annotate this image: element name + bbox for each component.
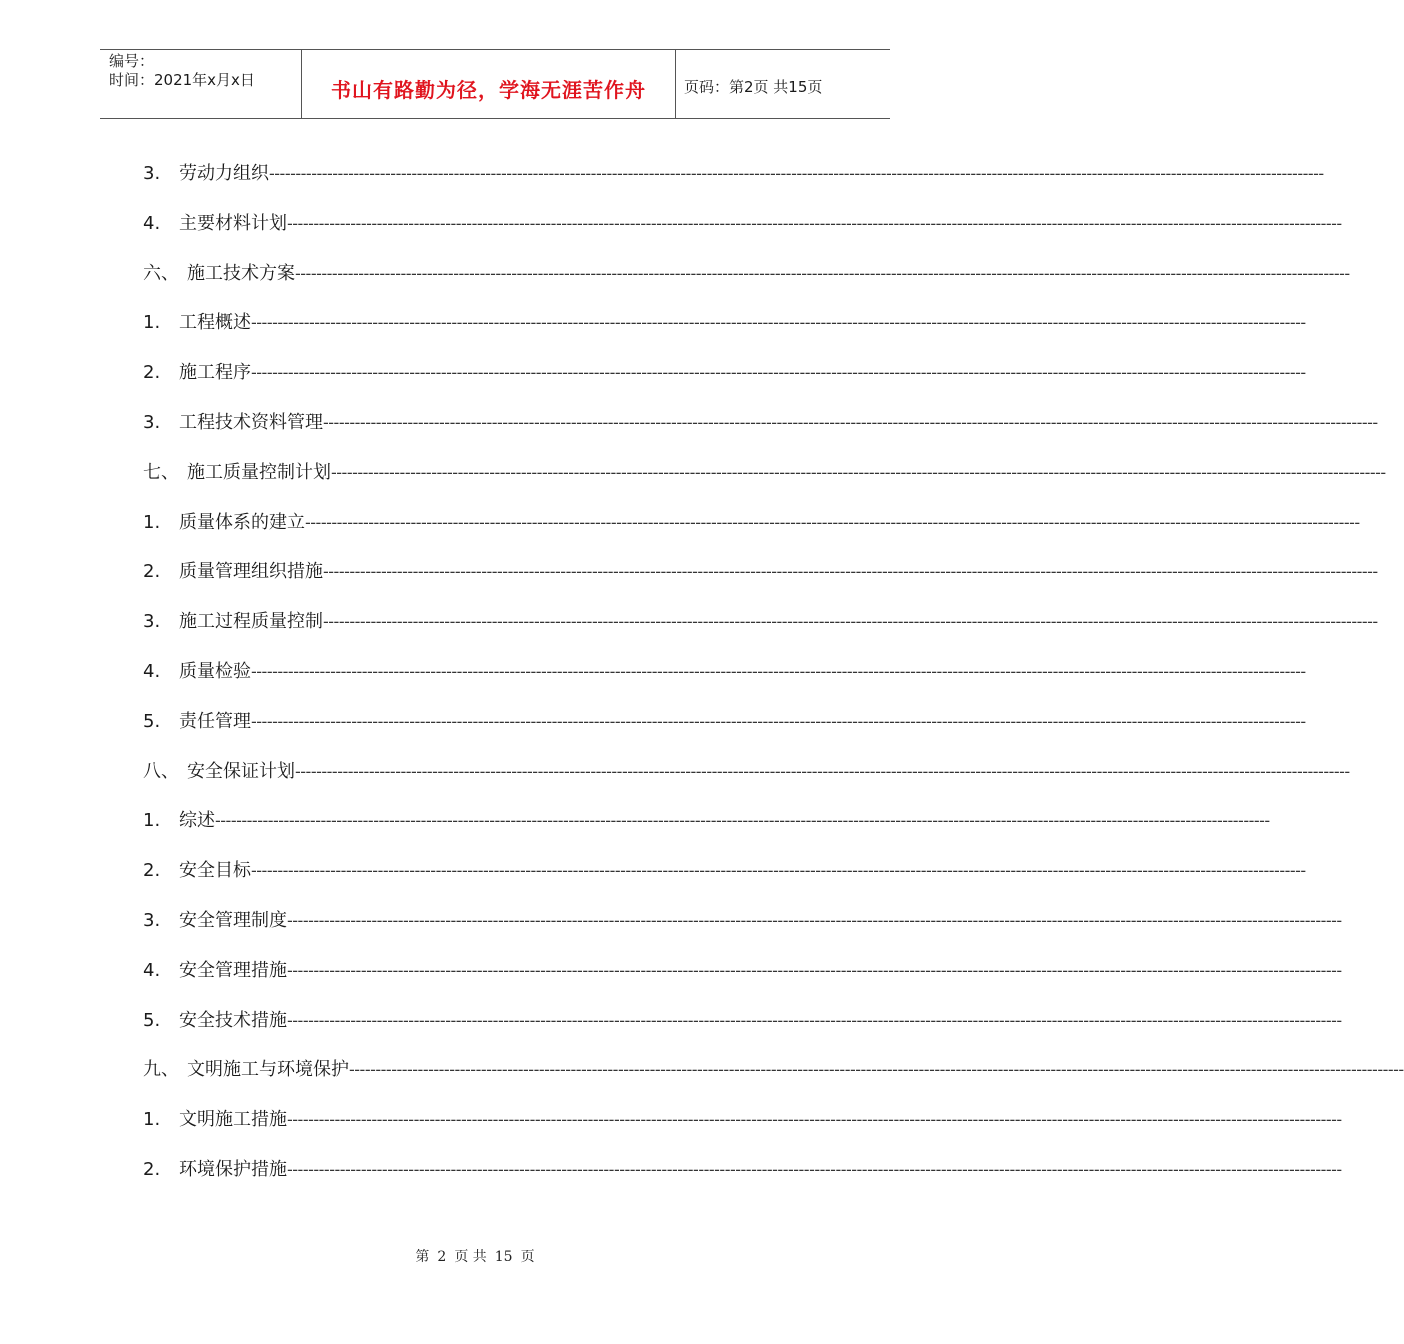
toc-entry-number: 六、 bbox=[143, 262, 179, 284]
toc-entry bbox=[143, 359, 1306, 409]
toc-entry bbox=[143, 957, 1342, 1007]
header-motto: 书山有路勤为径，学海无涯苦作舟 bbox=[331, 78, 646, 102]
toc-entry-number: 3. bbox=[143, 411, 161, 433]
toc-entry-number: 2. bbox=[143, 860, 161, 882]
toc-entry bbox=[143, 658, 1306, 708]
toc-entry-title: 工程技术资料管理 bbox=[179, 411, 323, 433]
toc-entry-title: 劳动力组织 bbox=[179, 163, 269, 184]
toc-entry-title: 主要材料计划 bbox=[179, 212, 287, 234]
toc-entry-title: 责任管理 bbox=[179, 710, 251, 732]
document-code-label: 编号： bbox=[109, 52, 155, 70]
toc-entry bbox=[143, 608, 1378, 658]
toc-leader-dashes: -------------------------------------------------------------------------------------------------------------------------------------------------------------------------------------------------------- bbox=[287, 213, 1342, 233]
page-header bbox=[100, 49, 890, 119]
toc-entry bbox=[143, 1007, 1342, 1057]
toc-leader-dashes: -------------------------------------------------------------------------------------------------------------------------------------------------------------------------------------------------------- bbox=[287, 960, 1342, 980]
toc-entry bbox=[143, 160, 1324, 210]
toc-entry-number: 九、 bbox=[143, 1059, 179, 1081]
toc-entry bbox=[143, 309, 1306, 359]
toc-entry-title: 综述 bbox=[179, 810, 215, 832]
toc-entry-number: 1. bbox=[143, 1109, 161, 1131]
toc-entry-number: 5. bbox=[143, 710, 161, 732]
toc-leader-dashes: -------------------------------------------------------------------------------------------------------------------------------------------------------------------------------------------------------- bbox=[287, 1159, 1342, 1179]
toc-leader-dashes: -------------------------------------------------------------------------------------------------------------------------------------------------------------------------------------------------------- bbox=[251, 313, 1306, 333]
toc-entry bbox=[143, 907, 1342, 957]
footer-middle: 页 共 bbox=[454, 1249, 487, 1265]
toc-leader-dashes: -------------------------------------------------------------------------------------------------------------------------------------------------------------------------------------------------------- bbox=[251, 711, 1306, 731]
toc-leader-dashes: -------------------------------------------------------------------------------------------------------------------------------------------------------------------------------------------------------- bbox=[331, 462, 1386, 482]
toc-entry bbox=[143, 1106, 1342, 1156]
toc-leader-dashes: -------------------------------------------------------------------------------------------------------------------------------------------------------------------------------------------------------- bbox=[287, 1110, 1342, 1130]
toc-entry-number: 4. bbox=[143, 959, 161, 981]
header-middle-cell bbox=[301, 50, 676, 118]
toc-entry-number: 4. bbox=[143, 212, 161, 234]
toc-entry-number: 1. bbox=[143, 312, 161, 334]
toc-entry-title: 施工技术方案 bbox=[187, 262, 295, 284]
toc-entry bbox=[143, 210, 1342, 260]
table-of-contents bbox=[143, 160, 1404, 1206]
toc-entry-title: 安全目标 bbox=[179, 860, 251, 882]
toc-entry-number: 2. bbox=[143, 1158, 161, 1180]
header-page-info: 页码：第2页 共15页 bbox=[684, 78, 823, 96]
toc-leader-dashes: -------------------------------------------------------------------------------------------------------------------------------------------------------------------------------------------------------- bbox=[323, 612, 1378, 632]
toc-leader-dashes: -------------------------------------------------------------------------------------------------------------------------------------------------------------------------------------------------------- bbox=[251, 363, 1306, 383]
toc-entry-title: 安全技术措施 bbox=[179, 1009, 287, 1031]
toc-entry-number: 3. bbox=[143, 611, 161, 633]
toc-entry-title: 环境保护措施 bbox=[179, 1158, 287, 1180]
footer-prefix: 第 bbox=[415, 1249, 430, 1265]
toc-leader-dashes: -------------------------------------------------------------------------------------------------------------------------------------------------------------------------------------------------------- bbox=[251, 661, 1306, 681]
toc-entry-title: 文明施工措施 bbox=[179, 1109, 287, 1131]
toc-entry-number: 5. bbox=[143, 1009, 161, 1031]
toc-entry-title: 质量检验 bbox=[179, 660, 251, 682]
toc-leader-dashes: -------------------------------------------------------------------------------------------------------------------------------------------------------------------------------------------------------- bbox=[349, 1060, 1404, 1080]
toc-entry bbox=[143, 459, 1386, 509]
toc-entry bbox=[143, 708, 1306, 758]
toc-entry-title: 安全保证计划 bbox=[187, 760, 295, 782]
toc-entry bbox=[143, 558, 1378, 608]
toc-leader-dashes: -------------------------------------------------------------------------------------------------------------------------------------------------------------------------------------------------------- bbox=[287, 1010, 1342, 1030]
toc-entry-number: 1. bbox=[143, 511, 161, 533]
toc-entry-title: 工程概述 bbox=[179, 312, 251, 334]
toc-entry-title: 安全管理措施 bbox=[179, 959, 287, 981]
toc-entry bbox=[143, 1056, 1404, 1106]
toc-entry-title: 安全管理制度 bbox=[179, 909, 287, 931]
toc-leader-dashes: -------------------------------------------------------------------------------------------------------------------------------------------------------------------------------------------------------- bbox=[323, 412, 1378, 432]
header-left-cell bbox=[100, 50, 300, 118]
toc-entry-number: 2. bbox=[143, 362, 161, 384]
document-date-label: 时间：2021年x月x日 bbox=[109, 71, 255, 89]
toc-entry-number: 七、 bbox=[143, 461, 179, 483]
toc-entry-number: 3. bbox=[143, 163, 161, 184]
toc-entry-number: 2. bbox=[143, 561, 161, 583]
footer-page-number: 2 bbox=[437, 1249, 447, 1265]
toc-entry-number: 八、 bbox=[143, 760, 179, 782]
toc-entry-number: 1. bbox=[143, 810, 161, 832]
page-footer bbox=[0, 1246, 950, 1266]
toc-entry bbox=[143, 260, 1350, 310]
toc-entry bbox=[143, 807, 1270, 857]
header-right-cell bbox=[675, 50, 890, 118]
toc-entry-number: 4. bbox=[143, 660, 161, 682]
toc-entry-title: 施工程序 bbox=[179, 362, 251, 384]
toc-leader-dashes: -------------------------------------------------------------------------------------------------------------------------------------------------------------------------------------------------------- bbox=[295, 263, 1350, 283]
toc-entry-title: 文明施工与环境保护 bbox=[187, 1059, 349, 1081]
toc-entry bbox=[143, 409, 1378, 459]
toc-leader-dashes: -------------------------------------------------------------------------------------------------------------------------------------------------------------------------------------------------------- bbox=[295, 761, 1350, 781]
toc-entry bbox=[143, 857, 1306, 907]
toc-leader-dashes: -------------------------------------------------------------------------------------------------------------------------------------------------------------------------------------------------------- bbox=[215, 811, 1270, 831]
toc-leader-dashes: -------------------------------------------------------------------------------------------------------------------------------------------------------------------------------------------------------- bbox=[323, 562, 1378, 582]
toc-entry bbox=[143, 758, 1350, 808]
toc-entry bbox=[143, 509, 1360, 559]
footer-suffix: 页 bbox=[520, 1249, 535, 1265]
toc-entry bbox=[143, 1156, 1342, 1206]
toc-entry-title: 施工质量控制计划 bbox=[187, 461, 331, 483]
toc-entry-title: 质量管理组织措施 bbox=[179, 561, 323, 583]
toc-entry-title: 施工过程质量控制 bbox=[179, 611, 323, 633]
toc-leader-dashes: -------------------------------------------------------------------------------------------------------------------------------------------------------------------------------------------------------- bbox=[251, 861, 1306, 881]
toc-leader-dashes: -------------------------------------------------------------------------------------------------------------------------------------------------------------------------------------------------------- bbox=[269, 164, 1324, 183]
toc-entry-title: 质量体系的建立 bbox=[179, 511, 305, 533]
toc-leader-dashes: -------------------------------------------------------------------------------------------------------------------------------------------------------------------------------------------------------- bbox=[287, 910, 1342, 930]
footer-total-pages: 15 bbox=[494, 1249, 513, 1265]
toc-entry-number: 3. bbox=[143, 909, 161, 931]
toc-leader-dashes: -------------------------------------------------------------------------------------------------------------------------------------------------------------------------------------------------------- bbox=[305, 512, 1360, 532]
